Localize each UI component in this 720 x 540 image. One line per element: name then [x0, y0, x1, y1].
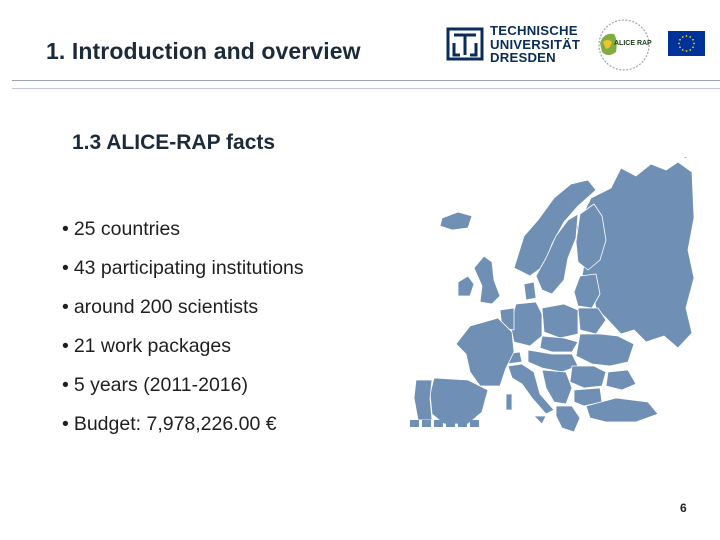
map-region-austria-hungary — [528, 350, 578, 372]
fact-text: 25 countries — [73, 218, 181, 240]
eu-star-icon — [689, 36, 691, 38]
facts-list — [62, 216, 304, 450]
eu-star-icon — [692, 46, 694, 48]
map-region-france — [456, 318, 514, 386]
map-region-ireland — [458, 276, 474, 296]
slide-title: 1. Introduction and overview — [46, 38, 361, 64]
map-region-portugal — [414, 380, 432, 420]
eu-star-icon — [679, 39, 681, 41]
fact-text: 5 years (2011-2016) — [73, 374, 248, 396]
fact-text: 43 participating institutions — [73, 257, 304, 279]
map-region-ukraine — [576, 334, 634, 366]
map-region-germany — [510, 302, 542, 346]
small-state-box — [410, 420, 419, 427]
bullet-icon: • — [62, 335, 69, 357]
small-state-box — [422, 420, 431, 427]
alice-rap-logo-text: ALICE RAP — [614, 40, 652, 47]
map-region-west-balkans — [542, 370, 572, 404]
bullet-icon: • — [62, 296, 69, 318]
eu-star-icon — [692, 39, 694, 41]
bullet-icon: • — [62, 413, 69, 435]
fact-item — [62, 294, 304, 333]
eu-star-icon — [693, 43, 695, 45]
small-state-box — [470, 420, 479, 427]
fact-item — [62, 216, 304, 255]
map-region-sicily — [534, 416, 546, 424]
small-state-box — [434, 420, 443, 427]
small-state-box — [446, 420, 455, 427]
tud-line-2: UNIVERSITÄT — [490, 36, 581, 52]
eu-star-icon — [686, 50, 688, 52]
tud-line-1: TECHNISCHE — [490, 23, 578, 38]
eu-star-icon — [682, 49, 684, 51]
eu-star-icon — [689, 49, 691, 51]
fact-item — [62, 411, 304, 450]
small-state-box — [458, 420, 467, 427]
map-region-black-sea-coast — [606, 370, 636, 390]
fact-text: Budget: 7,978,226.00 € — [73, 413, 277, 435]
fact-item — [62, 255, 304, 294]
map-region-sardinia — [506, 394, 512, 410]
map-region-poland — [542, 304, 578, 338]
bullet-icon: • — [62, 257, 69, 279]
tu-dresden-logo — [444, 22, 592, 66]
eu-star-icon — [679, 46, 681, 48]
map-region-romania — [570, 366, 606, 388]
eu-star-icon — [682, 36, 684, 38]
map-region-czech-slovakia — [540, 336, 578, 352]
fact-text: 21 work packages — [73, 335, 231, 357]
eu-star-icon — [686, 35, 688, 37]
map-region-greece — [556, 406, 580, 432]
map-region-denmark — [524, 282, 536, 300]
eu-flag-icon — [668, 31, 705, 56]
fact-text: around 200 scientists — [73, 296, 259, 318]
fact-item — [62, 372, 304, 411]
map-region-uk — [474, 256, 500, 304]
bullet-icon: • — [62, 218, 69, 240]
map-region-iceland — [440, 212, 472, 230]
tud-line-3: DRESDEN — [490, 50, 556, 65]
header-divider-secondary — [12, 88, 720, 89]
eu-star-icon — [678, 43, 680, 45]
map-corner-mark: - — [684, 152, 687, 162]
europe-map — [396, 158, 696, 436]
page-number: 6 — [680, 501, 687, 515]
alice-rap-logo — [594, 18, 652, 72]
fact-item — [62, 333, 304, 372]
section-heading: 1.3 ALICE-RAP facts — [72, 131, 276, 154]
bullet-icon: • — [62, 374, 69, 396]
header-divider — [12, 80, 720, 81]
tu-dresden-emblem-icon — [444, 25, 486, 63]
